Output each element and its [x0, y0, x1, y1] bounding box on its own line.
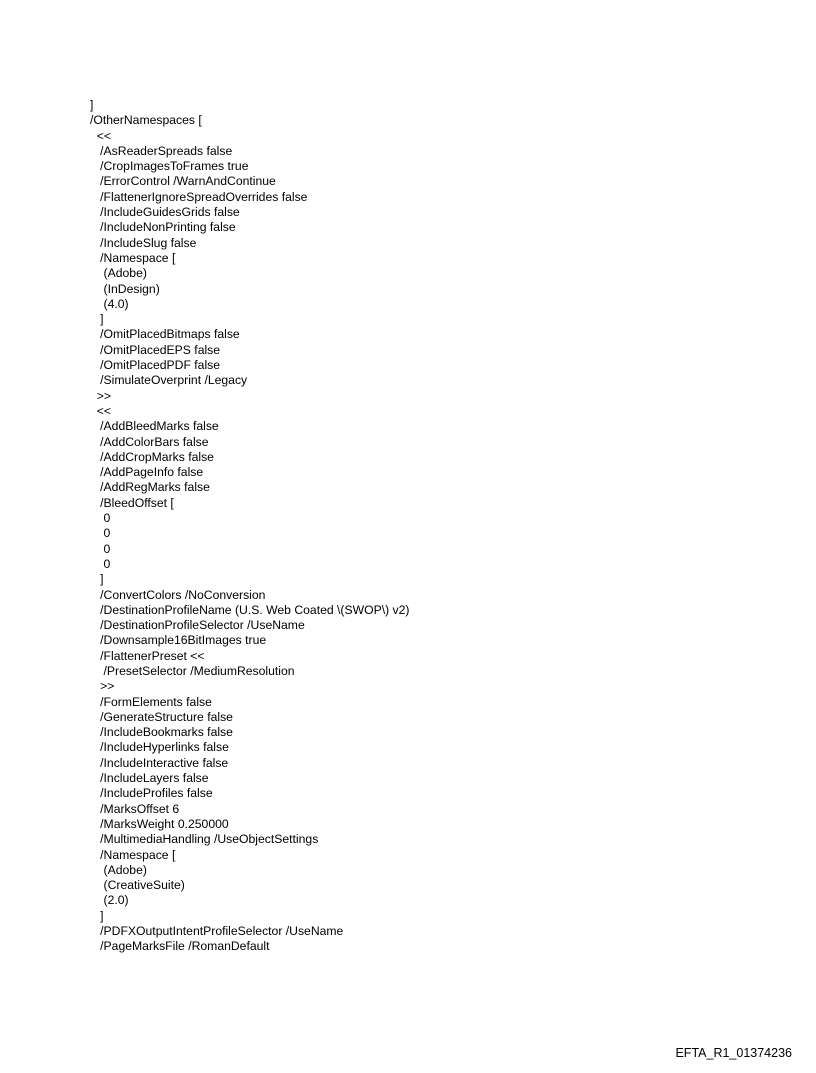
listing-line: /Namespace [ [90, 250, 176, 265]
listing-line: /OmitPlacedBitmaps false [90, 327, 240, 342]
listing-line: /OmitPlacedPDF false [90, 358, 221, 373]
listing-line: /AddBleedMarks false [90, 419, 219, 434]
listing-line: /FlattenerIgnoreSpreadOverrides false [90, 189, 308, 204]
listing-line: ] [90, 572, 104, 587]
listing-line: ] [90, 98, 94, 112]
listing-line: /OmitPlacedEPS false [90, 342, 221, 357]
listing-line: /IncludeLayers false [90, 771, 209, 786]
listing-line: 0 [90, 511, 111, 526]
listing-line: /IncludeBookmarks false [90, 725, 233, 740]
listing-line: << [90, 403, 112, 418]
listing-line: /Namespace [ [90, 847, 176, 862]
listing-line: ] [90, 312, 104, 327]
listing-line: /IncludeInteractive false [90, 755, 229, 770]
listing-line: 0 [90, 526, 111, 541]
listing-line: /ConvertColors /NoConversion [90, 587, 266, 602]
listing-line: /IncludeNonPrinting false [90, 220, 236, 235]
listing-line: (CreativeSuite) [90, 878, 185, 893]
pdf-settings-listing [90, 98, 409, 955]
listing-line: /AsReaderSpreads false [90, 143, 233, 158]
listing-line: /AddPageInfo false [90, 465, 204, 480]
listing-line: /IncludeProfiles false [90, 786, 213, 801]
listing-line: /IncludeHyperlinks false [90, 740, 229, 755]
listing-line: /AddColorBars false [90, 434, 209, 449]
listing-line: /PageMarksFile /RomanDefault [90, 939, 270, 954]
listing-line: (2.0) [90, 893, 129, 908]
listing-line: /BleedOffset [ [90, 495, 174, 510]
listing-line: /DestinationProfileSelector /UseName [90, 618, 305, 633]
listing-line: (Adobe) [90, 266, 147, 281]
listing-line: /IncludeGuidesGrids false [90, 205, 240, 220]
listing-line: /MarksWeight 0.250000 [90, 816, 229, 831]
listing-line: ] [90, 908, 104, 923]
listing-line: >> [90, 679, 115, 694]
listing-line: 0 [90, 541, 111, 556]
listing-line: /MarksOffset 6 [90, 801, 180, 816]
listing-line: (Adobe) [90, 862, 147, 877]
listing-line: << [90, 128, 112, 143]
listing-line: >> [90, 388, 112, 403]
listing-line: /MultimediaHandling /UseObjectSettings [90, 832, 319, 847]
listing-line: 0 [90, 556, 111, 571]
listing-line: /OtherNamespaces [ [90, 113, 202, 128]
listing-line: /CropImagesToFrames true [90, 159, 249, 174]
listing-line: /PresetSelector /MediumResolution [90, 663, 295, 678]
listing-line: /AddRegMarks false [90, 480, 210, 495]
listing-line: /AddCropMarks false [90, 449, 214, 464]
listing-line: /DestinationProfileName (U.S. Web Coated \(SWOP\) v2) [90, 602, 410, 617]
document-id-stamp: EFTA_R1_01374236 [675, 1046, 792, 1060]
listing-line: /FormElements false [90, 694, 212, 709]
listing-line: (InDesign) [90, 281, 160, 296]
listing-line: /IncludeSlug false [90, 235, 197, 250]
listing-line: /SimulateOverprint /Legacy [90, 373, 248, 388]
listing-line: /PDFXOutputIntentProfileSelector /UseName [90, 924, 344, 939]
listing-line: (4.0) [90, 296, 129, 311]
listing-line: /GenerateStructure false [90, 709, 233, 724]
listing-line: /FlattenerPreset << [90, 648, 205, 663]
listing-line: /Downsample16BitImages true [90, 633, 267, 648]
listing-line: /ErrorControl /WarnAndContinue [90, 174, 276, 189]
